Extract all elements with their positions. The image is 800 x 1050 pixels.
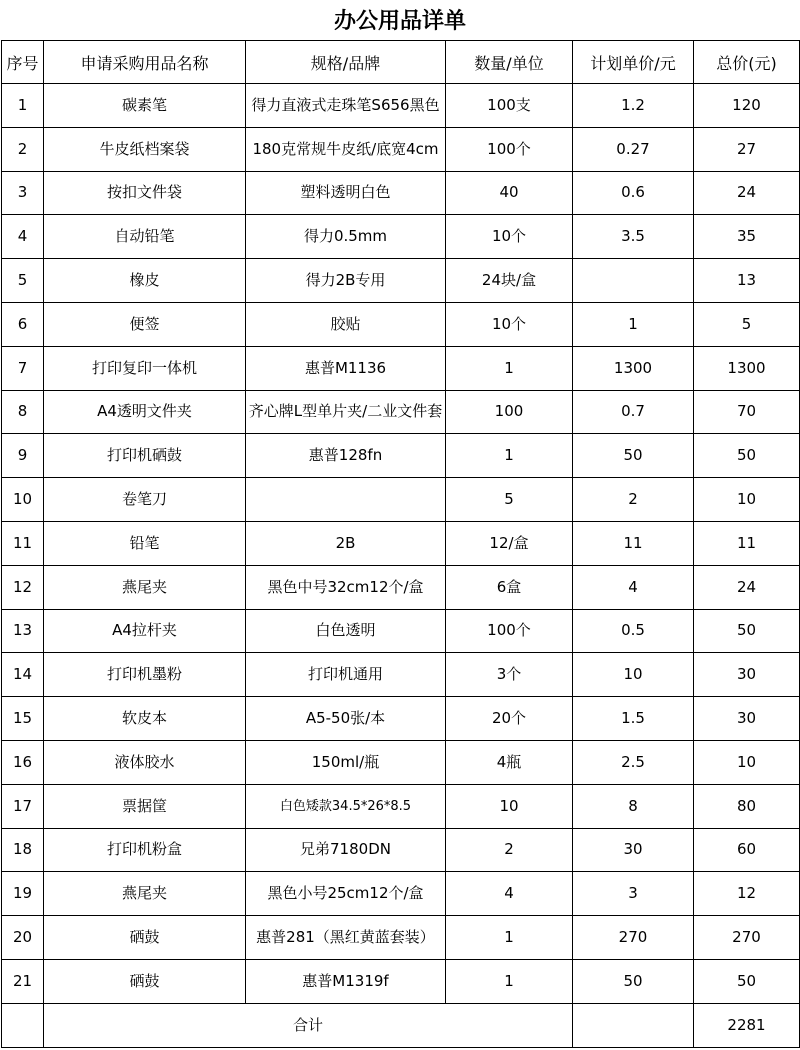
quantity-unit-cell: 12/盒: [446, 521, 573, 565]
spec-brand-cell: 得力直液式走珠笔S656黑色: [246, 84, 446, 128]
table-row: [2, 478, 800, 522]
total-row: [2, 1003, 800, 1047]
spec-brand-cell: 白色矮款34.5*26*8.5: [246, 784, 446, 828]
table-row: [2, 740, 800, 784]
quantity-unit-cell: 100支: [446, 84, 573, 128]
total-price-cell: 5: [694, 302, 800, 346]
total-price-empty-cell: [573, 1003, 694, 1047]
unit-price-cell: 8: [573, 784, 694, 828]
item-name-cell: A4拉杆夹: [44, 609, 246, 653]
row-index-cell: 11: [2, 521, 44, 565]
spec-brand-cell: 兄弟7180DN: [246, 828, 446, 872]
item-name-cell: 硒鼓: [44, 959, 246, 1003]
unit-price-cell: 1300: [573, 346, 694, 390]
table-header-row: [2, 41, 800, 84]
unit-price-cell: 2: [573, 478, 694, 522]
unit-price-cell: 3.5: [573, 215, 694, 259]
header-spec-brand: 规格/品牌: [246, 41, 446, 84]
total-label: 合计: [44, 1003, 573, 1047]
total-price-cell: 13: [694, 259, 800, 303]
quantity-unit-cell: 3个: [446, 653, 573, 697]
row-index-cell: 4: [2, 215, 44, 259]
quantity-unit-cell: 4: [446, 872, 573, 916]
spec-brand-cell: 惠普M1319f: [246, 959, 446, 1003]
office-supplies-table: [1, 40, 800, 1048]
unit-price-cell: 1.5: [573, 697, 694, 741]
total-price-cell: 50: [694, 434, 800, 478]
unit-price-cell: 2.5: [573, 740, 694, 784]
unit-price-cell: 1: [573, 302, 694, 346]
item-name-cell: 软皮本: [44, 697, 246, 741]
table-row: [2, 302, 800, 346]
quantity-unit-cell: 10: [446, 784, 573, 828]
table-row: [2, 959, 800, 1003]
row-index-cell: 13: [2, 609, 44, 653]
table-row: [2, 653, 800, 697]
spec-brand-cell: 2B: [246, 521, 446, 565]
row-index-cell: 10: [2, 478, 44, 522]
item-name-cell: 打印机墨粉: [44, 653, 246, 697]
unit-price-cell: 0.5: [573, 609, 694, 653]
total-price-cell: 24: [694, 565, 800, 609]
spec-brand-cell: 150ml/瓶: [246, 740, 446, 784]
item-name-cell: 卷笔刀: [44, 478, 246, 522]
table-row: [2, 434, 800, 478]
item-name-cell: 打印复印一体机: [44, 346, 246, 390]
quantity-unit-cell: 100个: [446, 127, 573, 171]
item-name-cell: 自动铅笔: [44, 215, 246, 259]
quantity-unit-cell: 100: [446, 390, 573, 434]
row-index-cell: 6: [2, 302, 44, 346]
row-index-cell: 15: [2, 697, 44, 741]
total-price-cell: 50: [694, 959, 800, 1003]
quantity-unit-cell: 2: [446, 828, 573, 872]
total-price-cell: 60: [694, 828, 800, 872]
quantity-unit-cell: 24块/盒: [446, 259, 573, 303]
total-price-cell: 70: [694, 390, 800, 434]
spec-brand-cell: 齐心牌L型单片夹/二业文件套: [246, 390, 446, 434]
quantity-unit-cell: 20个: [446, 697, 573, 741]
header-unit-price: 计划单价/元: [573, 41, 694, 84]
item-name-cell: 打印机粉盒: [44, 828, 246, 872]
total-price-cell: 1300: [694, 346, 800, 390]
spec-brand-cell: 惠普128fn: [246, 434, 446, 478]
row-index-cell: 5: [2, 259, 44, 303]
table-row: [2, 697, 800, 741]
total-price-cell: 50: [694, 609, 800, 653]
unit-price-cell: [573, 259, 694, 303]
row-index-cell: 7: [2, 346, 44, 390]
row-index-cell: 18: [2, 828, 44, 872]
total-price-cell: 30: [694, 697, 800, 741]
table-row: [2, 784, 800, 828]
table-row: [2, 872, 800, 916]
item-name-cell: 液体胶水: [44, 740, 246, 784]
table-row: [2, 565, 800, 609]
spec-brand-cell: 180克常规牛皮纸/底宽4cm: [246, 127, 446, 171]
spec-brand-cell: 得力2B专用: [246, 259, 446, 303]
unit-price-cell: 30: [573, 828, 694, 872]
table-row: [2, 916, 800, 960]
quantity-unit-cell: 10个: [446, 302, 573, 346]
row-index-cell: 14: [2, 653, 44, 697]
quantity-unit-cell: 100个: [446, 609, 573, 653]
table-body: [2, 84, 800, 1004]
item-name-cell: 按扣文件袋: [44, 171, 246, 215]
item-name-cell: 打印机硒鼓: [44, 434, 246, 478]
header-quantity-unit: 数量/单位: [446, 41, 573, 84]
table-row: [2, 521, 800, 565]
row-index-cell: 21: [2, 959, 44, 1003]
total-price-cell: 80: [694, 784, 800, 828]
quantity-unit-cell: 40: [446, 171, 573, 215]
unit-price-cell: 10: [573, 653, 694, 697]
quantity-unit-cell: 1: [446, 916, 573, 960]
header-index: 序号: [2, 41, 44, 84]
item-name-cell: 票据筐: [44, 784, 246, 828]
quantity-unit-cell: 4瓶: [446, 740, 573, 784]
row-index-cell: 3: [2, 171, 44, 215]
spec-brand-cell: A5-50张/本: [246, 697, 446, 741]
table-row: [2, 828, 800, 872]
item-name-cell: 碳素笔: [44, 84, 246, 128]
quantity-unit-cell: 6盒: [446, 565, 573, 609]
quantity-unit-cell: 5: [446, 478, 573, 522]
total-price-cell: 30: [694, 653, 800, 697]
row-index-cell: 20: [2, 916, 44, 960]
unit-price-cell: 3: [573, 872, 694, 916]
spec-brand-cell: 惠普281（黑红黄蓝套装）: [246, 916, 446, 960]
total-value: 2281: [694, 1003, 800, 1047]
row-index-cell: 17: [2, 784, 44, 828]
item-name-cell: 硒鼓: [44, 916, 246, 960]
spec-brand-cell: 得力0.5mm: [246, 215, 446, 259]
spec-brand-cell: [246, 478, 446, 522]
header-total-price: 总价(元): [694, 41, 800, 84]
table-row: [2, 84, 800, 128]
spec-brand-cell: 胶贴: [246, 302, 446, 346]
total-price-cell: 270: [694, 916, 800, 960]
quantity-unit-cell: 1: [446, 346, 573, 390]
header-item-name: 申请采购用品名称: [44, 41, 246, 84]
unit-price-cell: 4: [573, 565, 694, 609]
document-title: 办公用品详单: [333, 8, 466, 34]
spec-brand-cell: 塑料透明白色: [246, 171, 446, 215]
quantity-unit-cell: 10个: [446, 215, 573, 259]
spec-brand-cell: 白色透明: [246, 609, 446, 653]
table-row: [2, 259, 800, 303]
spec-brand-cell: 黑色中号32cm12个/盒: [246, 565, 446, 609]
total-price-cell: 35: [694, 215, 800, 259]
item-name-cell: 牛皮纸档案袋: [44, 127, 246, 171]
spec-brand-cell: 打印机通用: [246, 653, 446, 697]
row-index-cell: 9: [2, 434, 44, 478]
total-price-cell: 10: [694, 740, 800, 784]
item-name-cell: A4透明文件夹: [44, 390, 246, 434]
unit-price-cell: 0.7: [573, 390, 694, 434]
table-row: [2, 127, 800, 171]
table-row: [2, 609, 800, 653]
total-price-cell: 12: [694, 872, 800, 916]
unit-price-cell: 11: [573, 521, 694, 565]
quantity-unit-cell: 1: [446, 434, 573, 478]
item-name-cell: 便签: [44, 302, 246, 346]
total-price-cell: 27: [694, 127, 800, 171]
total-price-cell: 120: [694, 84, 800, 128]
total-price-cell: 11: [694, 521, 800, 565]
table-row: [2, 215, 800, 259]
table-row: [2, 390, 800, 434]
row-index-cell: 1: [2, 84, 44, 128]
quantity-unit-cell: 1: [446, 959, 573, 1003]
unit-price-cell: 0.27: [573, 127, 694, 171]
row-index-cell: 19: [2, 872, 44, 916]
item-name-cell: 铅笔: [44, 521, 246, 565]
row-index-cell: 16: [2, 740, 44, 784]
total-index-cell: [2, 1003, 44, 1047]
total-price-cell: 24: [694, 171, 800, 215]
unit-price-cell: 50: [573, 959, 694, 1003]
unit-price-cell: 50: [573, 434, 694, 478]
row-index-cell: 12: [2, 565, 44, 609]
item-name-cell: 橡皮: [44, 259, 246, 303]
total-price-cell: 10: [694, 478, 800, 522]
spec-brand-cell: 惠普M1136: [246, 346, 446, 390]
item-name-cell: 燕尾夹: [44, 872, 246, 916]
unit-price-cell: 1.2: [573, 84, 694, 128]
unit-price-cell: 0.6: [573, 171, 694, 215]
table-row: [2, 171, 800, 215]
row-index-cell: 2: [2, 127, 44, 171]
unit-price-cell: 270: [573, 916, 694, 960]
spec-brand-cell: 黑色小号25cm12个/盒: [246, 872, 446, 916]
item-name-cell: 燕尾夹: [44, 565, 246, 609]
row-index-cell: 8: [2, 390, 44, 434]
table-row: [2, 346, 800, 390]
